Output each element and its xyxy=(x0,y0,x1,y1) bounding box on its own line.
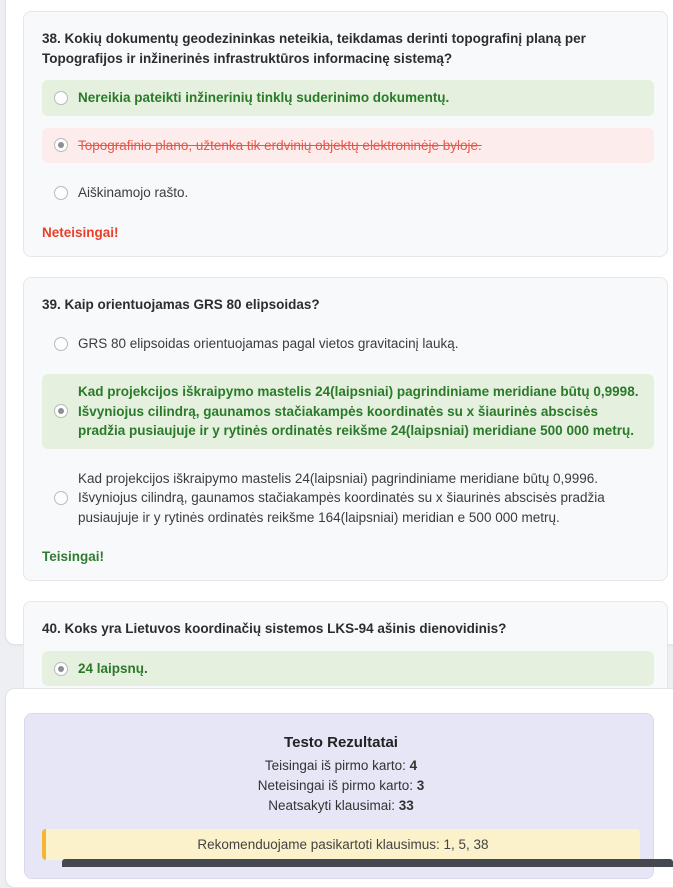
stat-label: Neteisingai iš pirmo karto: xyxy=(257,777,414,793)
questions-panel xyxy=(5,0,673,676)
answer-option[interactable] xyxy=(42,128,654,164)
radio-button[interactable] xyxy=(54,186,68,200)
stat-label: Neatsakyti klausimai: xyxy=(268,797,395,813)
answer-option-label: Aiškinamojo rašto. xyxy=(78,185,189,201)
radio-button[interactable] xyxy=(54,404,68,418)
question-card-39 xyxy=(23,277,668,582)
question-title: 39. Kaip orientuojamas GRS 80 elipsoidas? xyxy=(42,296,320,312)
partial-element-bottom xyxy=(62,859,673,867)
radio-button[interactable] xyxy=(54,138,68,152)
stat-value: 3 xyxy=(416,777,425,793)
stat-incorrect-first-try xyxy=(42,778,640,795)
status-badge: Teisingai! xyxy=(42,549,105,565)
question-title: 40. Koks yra Lietuvos koordinačių sistemos LKS-94 ašinis dienovidinis? xyxy=(42,621,507,637)
answer-option[interactable] xyxy=(42,326,654,362)
answer-option[interactable] xyxy=(42,175,654,211)
stat-value: 4 xyxy=(409,758,418,773)
answer-option-label: Kad projekcijos iškraipymo mastelis 24(laipsniai) pagrindiniame meridiane būtų 0,9998. Išvyniojus cilindrą, gaunamos stačiakampės koordinatės su x šiaurinės abscisės pradžia pusiaujuje ir y rytinės ordinatės reikšme 24(laipsniai) meridiane 500 000 metrų. xyxy=(78,383,639,439)
question-card-38 xyxy=(23,11,668,257)
stat-label: Teisingai iš pirmo karto: xyxy=(264,758,406,773)
answer-option[interactable] xyxy=(42,80,654,116)
radio-button[interactable] xyxy=(54,662,68,676)
radio-button[interactable] xyxy=(54,491,68,505)
radio-button[interactable] xyxy=(54,337,68,351)
stat-value: 33 xyxy=(398,797,414,813)
recommendation-alert: Rekomenduojame pasikartoti klausimus: 1, 5, 38 xyxy=(42,829,640,860)
answer-option[interactable] xyxy=(42,651,654,687)
question-title: 38. Kokių dokumentų geodezininkas neteikia, teikdamas derinti topografinį planą per Topografijos ir inžinerinės infrastruktūros informacinę sistemą? xyxy=(42,31,586,66)
answer-option[interactable] xyxy=(42,461,654,536)
answer-option[interactable] xyxy=(42,374,654,449)
status-badge: Neteisingai! xyxy=(42,224,119,240)
test-results-box xyxy=(24,713,654,879)
stat-correct-first-try xyxy=(42,758,640,775)
radio-button[interactable] xyxy=(54,91,68,105)
answer-option-label: Nereikia pateikti inžinerinių tinklų suderinimo dokumentų. xyxy=(78,90,450,106)
answer-option-label: Topografinio plano, užtenka tik erdvinių objektų elektroninėje byloje. xyxy=(78,137,482,153)
results-panel xyxy=(5,688,673,888)
answer-option-label: GRS 80 elipsoidas orientuojamas pagal vietos gravitacinį lauką. xyxy=(78,336,459,352)
stat-unanswered xyxy=(42,798,640,815)
answer-option-label: Kad projekcijos iškraipymo mastelis 24(laipsniai) pagrindiniame meridiane būtų 0,9996. Išvyniojus cilindrą, gaunamos stačiakampės koordinatės su x šiaurinės abscisės pradžia pusiaujuje ir y rytinės ordinatės reikšme 164(laipsniai) meridian e 500 000 metrų. xyxy=(78,470,605,525)
answer-option-label: 24 laipsnų. xyxy=(78,660,148,676)
results-title: Testo Rezultatai xyxy=(284,734,398,751)
